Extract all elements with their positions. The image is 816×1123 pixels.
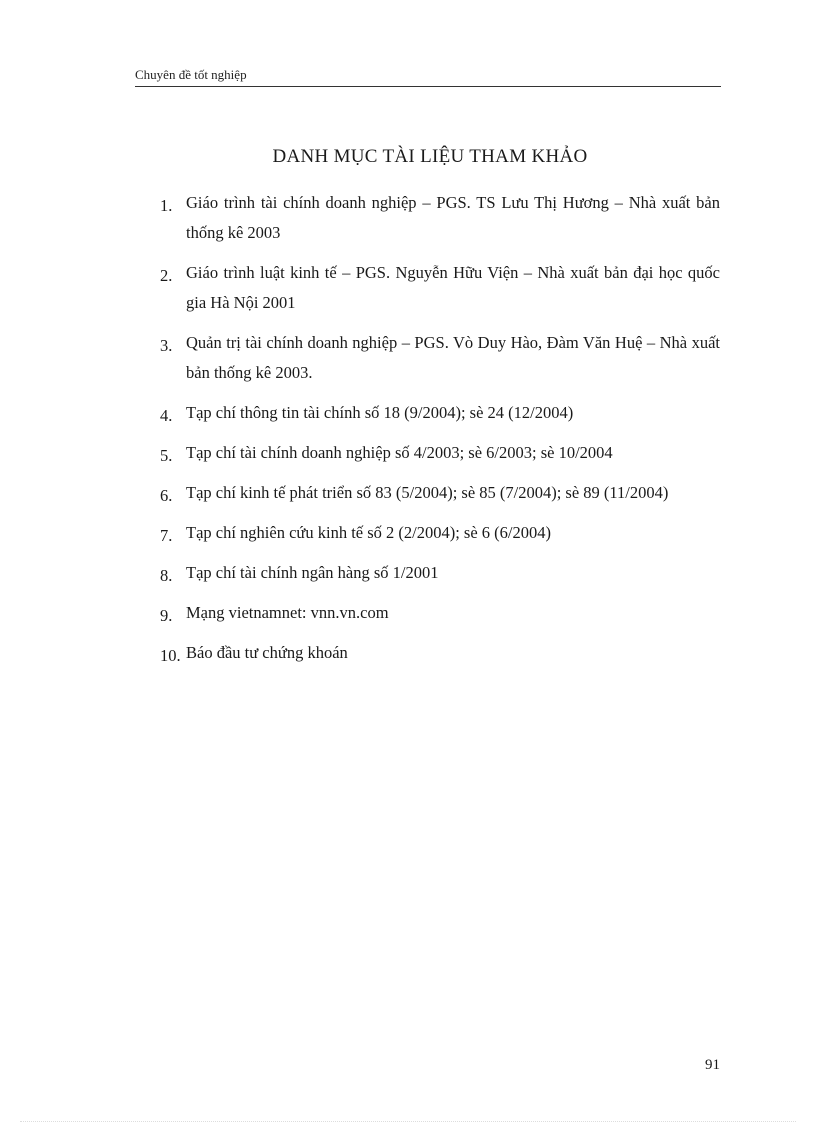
reference-number: 10.: [160, 646, 181, 665]
reference-number: 2.: [160, 266, 173, 285]
reference-item: [160, 438, 720, 468]
reference-item: [160, 558, 720, 588]
reference-text: Tạp chí kinh tế phát triển số 83 (5/2004); sè 85 (7/2004); sè 89 (11/2004): [186, 483, 669, 502]
reference-text: Giáo trình luật kinh tế – PGS. Nguyễn Hữu Viện – Nhà xuất bản đại học quốc gia Hà Nội 2001: [186, 263, 720, 312]
reference-item: [160, 328, 720, 388]
reference-number: 4.: [160, 406, 173, 425]
page-bottom-divider: [20, 1121, 796, 1122]
reference-number: 7.: [160, 526, 173, 545]
reference-text: Mạng vietnamnet: vnn.vn.com: [186, 603, 389, 622]
reference-text: Quản trị tài chính doanh nghiệp – PGS. Vò Duy Hào, Đàm Văn Huệ – Nhà xuất bản thống kê 2003.: [186, 333, 720, 382]
reference-text: Báo đầu tư chứng khoán: [186, 643, 348, 662]
header-text: Chuyên đề tốt nghiệp: [135, 67, 247, 82]
reference-item: [160, 258, 720, 318]
reference-item: [160, 598, 720, 628]
reference-item: [160, 188, 720, 248]
reference-number: 1.: [160, 196, 173, 215]
title-text: DANH MỤC TÀI LIỆU THAM KHẢO: [272, 146, 588, 167]
reference-item: [160, 398, 720, 428]
page-header: [135, 66, 721, 87]
reference-item: [160, 638, 720, 668]
page-number: 91: [705, 1057, 720, 1073]
reference-number: 5.: [160, 446, 173, 465]
reference-item: [160, 518, 720, 548]
reference-list: [160, 188, 720, 668]
reference-text: Tạp chí tài chính ngân hàng số 1/2001: [186, 563, 439, 582]
reference-text: Giáo trình tài chính doanh nghiệp – PGS. TS Lưu Thị Hương – Nhà xuất bản thống kê 2003: [186, 193, 720, 242]
reference-text: Tạp chí tài chính doanh nghiệp số 4/2003; sè 6/2003; sè 10/2004: [186, 443, 613, 462]
reference-number: 3.: [160, 336, 173, 355]
reference-number: 9.: [160, 606, 173, 625]
reference-number: 8.: [160, 566, 173, 585]
reference-number: 6.: [160, 486, 173, 505]
reference-text: Tạp chí thông tin tài chính số 18 (9/2004); sè 24 (12/2004): [186, 403, 574, 422]
reference-item: [160, 478, 720, 508]
page-title: [0, 146, 816, 168]
reference-text: Tạp chí nghiên cứu kinh tế số 2 (2/2004); sè 6 (6/2004): [186, 523, 551, 542]
